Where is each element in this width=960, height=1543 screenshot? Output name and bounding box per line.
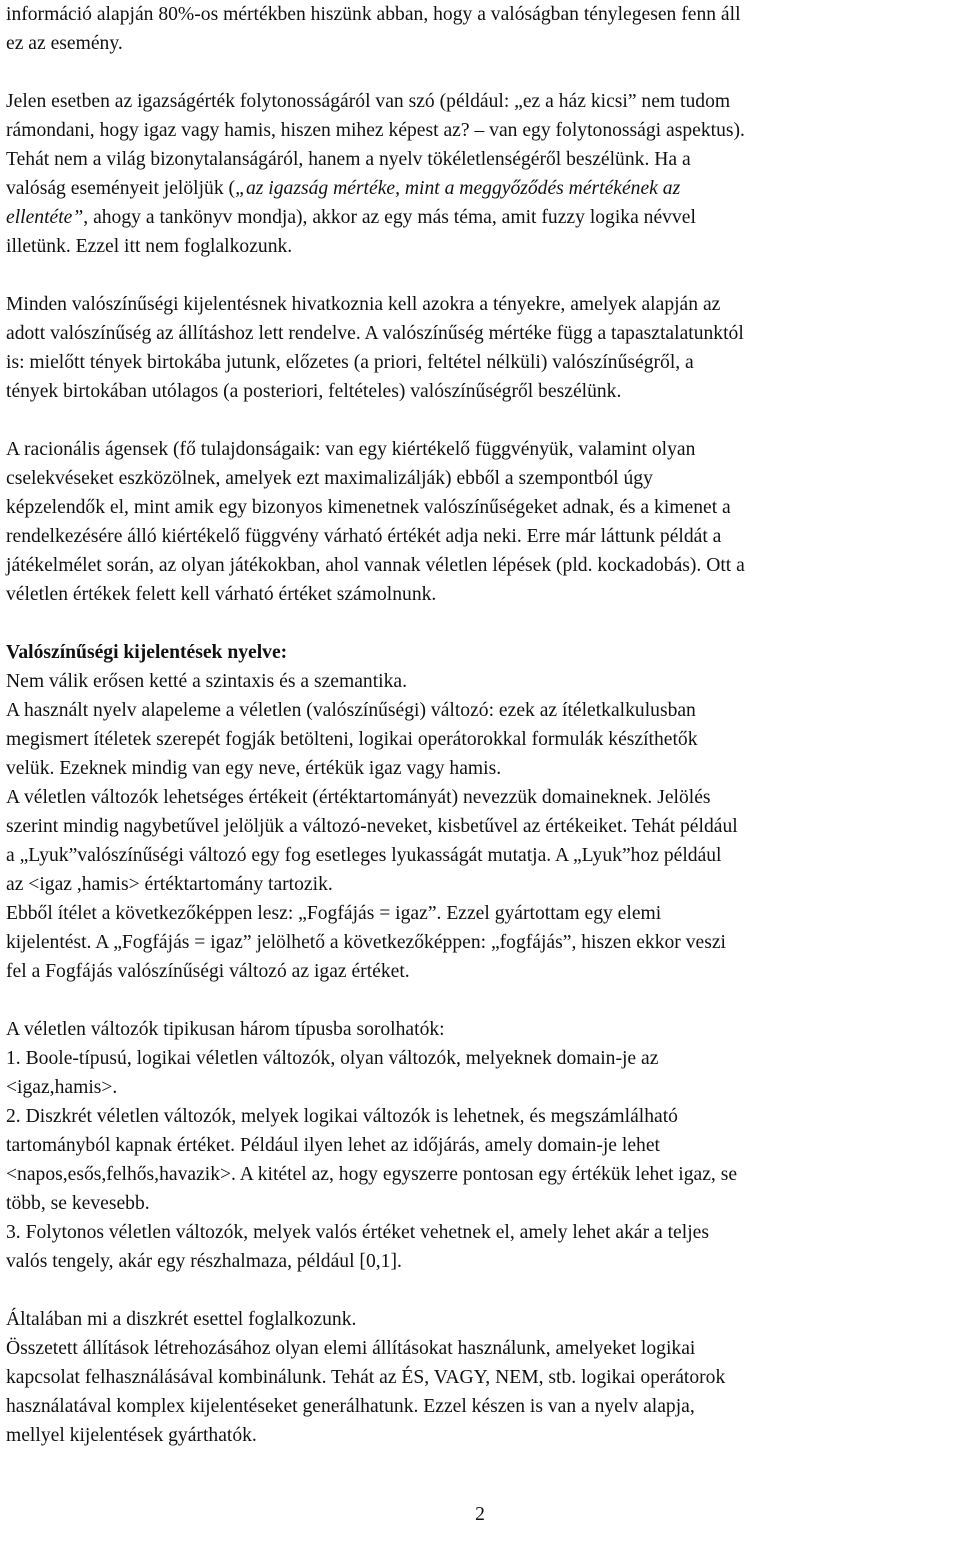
text-line: képzelendők el, mint amik egy bizonyos kimenetnek valószínűségeket adnak, és a kimenet a [6,497,731,518]
text-line: az <igaz ,hamis> értéktartomány tartozik. [6,874,333,895]
section-heading: Valószínűségi kijelentések nyelve: [6,642,288,663]
text-line: rámondani, hogy igaz vagy hamis, hiszen mihez képest az? – van egy folytonossági aspektus). [6,120,745,141]
text-line: a „Lyuk”valószínűségi változó egy fog esetleges lyukasságát mutatja. A „Lyuk”hoz például [6,845,722,866]
text-line: Tehát nem a világ bizonytalanságáról, hanem a nyelv tökéletlenségéről beszélünk. Ha a [6,149,691,170]
italic-quote: „az igazság mértéke, mint a meggyőződés mértékének az [235,178,681,199]
text-line: <igaz,hamis>. [6,1077,118,1098]
text-line: Minden valószínűségi kijelentésnek hivatkoznia kell azokra a tényekre, amelyek alapján az [6,294,721,315]
text-line: ez az esemény. [6,33,123,54]
list-item: 2. Diszkrét véletlen változók, melyek logikai változók is lehetnek, és megszámlálható [6,1106,678,1127]
text-line: valós tengely, akár egy részhalmaza, például [0,1]. [6,1251,402,1272]
text-line: <napos,esős,felhős,havazik>. A kitétel az, hogy egyszerre pontosan egy értékük lehet igaz, se [6,1164,738,1185]
paragraph-fuzzy [6,87,956,261]
paragraph-variable-types [6,1015,956,1276]
text-line: A racionális ágensek (fő tulajdonságaik: van egy kiértékelő függvényük, valamint olyan [6,439,696,460]
text-line: több, se kevesebb. [6,1193,150,1214]
document-page [6,0,956,1450]
text-line: is: mielőtt tények birtokába jutunk, előzetes (a priori, feltétel nélküli) valószínűségről, a [6,352,694,373]
italic-quote: ellentéte” [6,207,84,228]
paragraph-language [6,667,956,986]
paragraph-probability-facts [6,290,956,406]
text-line: mellyel kijelentések gyárthatók. [6,1425,257,1446]
text-line: Ebből ítélet a következőképpen lesz: „Fogfájás = igaz”. Ezzel gyártottam egy elemi [6,903,662,924]
text-line: tények birtokában utólagos (a posteriori, feltételes) valószínűségről beszélünk. [6,381,622,402]
text-line: adott valószínűség az állításhoz lett rendelve. A valószínűség mértéke függ a tapasztalatunktól [6,323,744,344]
text-line: kijelentést. A „Fogfájás = igaz” jelölhető a következőképpen: „fogfájás”, hiszen ekkor veszi [6,932,726,953]
text-line: A használt nyelv alapeleme a véletlen (valószínűségi) változó: ezek az ítéletkalkulusban [6,700,696,721]
paragraph-rational-agents [6,435,956,609]
text-line: cselekvéseket eszközölnek, amelyek ezt maximalizálják) ebből a szempontból úgy [6,468,653,489]
text-line: véletlen értékek felett kell várható értéket számolnunk. [6,584,437,605]
text-line: Általában mi a diszkrét esettel foglalkozunk. [6,1309,357,1330]
text-line: , ahogy a tankönyv mondja), akkor az egy más téma, amit fuzzy logika névvel [83,207,696,228]
list-item: 1. Boole-típusú, logikai véletlen változók, olyan változók, melyeknek domain-je az [6,1048,659,1069]
text-line: fel a Fogfájás valószínűségi változó az igaz értéket. [6,961,410,982]
text-line: Összetett állítások létrehozásához olyan elemi állításokat használunk, amelyeket logikai [6,1338,696,1359]
text-line: kapcsolat felhasználásával kombinálunk. Tehát az ÉS, VAGY, NEM, stb. logikai operátorok [6,1367,726,1388]
text-line: használatával komplex kijelentéseket generálhatunk. Ezzel készen is van a nyelv alapja, [6,1396,695,1417]
text-line: A véletlen változók lehetséges értékeit (értéktartományát) nevezzük domaineknek. Jelölés [6,787,711,808]
paragraph-composite [6,1305,956,1450]
text-line: játékelmélet során, az olyan játékokban, ahol vannak véletlen lépések (pld. kockadobás). Ott a [6,555,745,576]
text-line: velük. Ezeknek mindig van egy neve, értékük igaz vagy hamis. [6,758,502,779]
text-line: rendelkezésére álló kiértékelő függvény várható értékét adja neki. Erre már láttunk példát a [6,526,722,547]
text-line: illetünk. Ezzel itt nem foglalkozunk. [6,236,293,257]
text-line: A véletlen változók tipikusan három típusba sorolhatók: [6,1019,445,1040]
text-line: megismert ítéletek szerepét fogják betölteni, logikai operátorokkal formulák készíthetők [6,729,698,750]
text-line: valóság eseményeit jelöljük ( [6,178,236,199]
text-line: Jelen esetben az igazságérték folytonosságáról van szó (például: „ez a ház kicsi” nem tudom [6,91,731,112]
text-line: Nem válik erősen ketté a szintaxis és a szemantika. [6,671,407,692]
text-line: tartományból kapnak értéket. Például ilyen lehet az időjárás, amely domain-je lehet [6,1135,660,1156]
paragraph-intro-continuation [6,0,956,58]
text-line: információ alapján 80%-os mértékben hiszünk abban, hogy a valóságban ténylegesen fenn áll [6,4,741,25]
text-line: szerint mindig nagybetűvel jelöljük a változó-neveket, kisbetűvel az értékeiket. Tehát például [6,816,738,837]
page-number: 2 [475,1504,485,1525]
list-item: 3. Folytonos véletlen változók, melyek valós értéket vehetnek el, amely lehet akár a teljes [6,1222,709,1243]
